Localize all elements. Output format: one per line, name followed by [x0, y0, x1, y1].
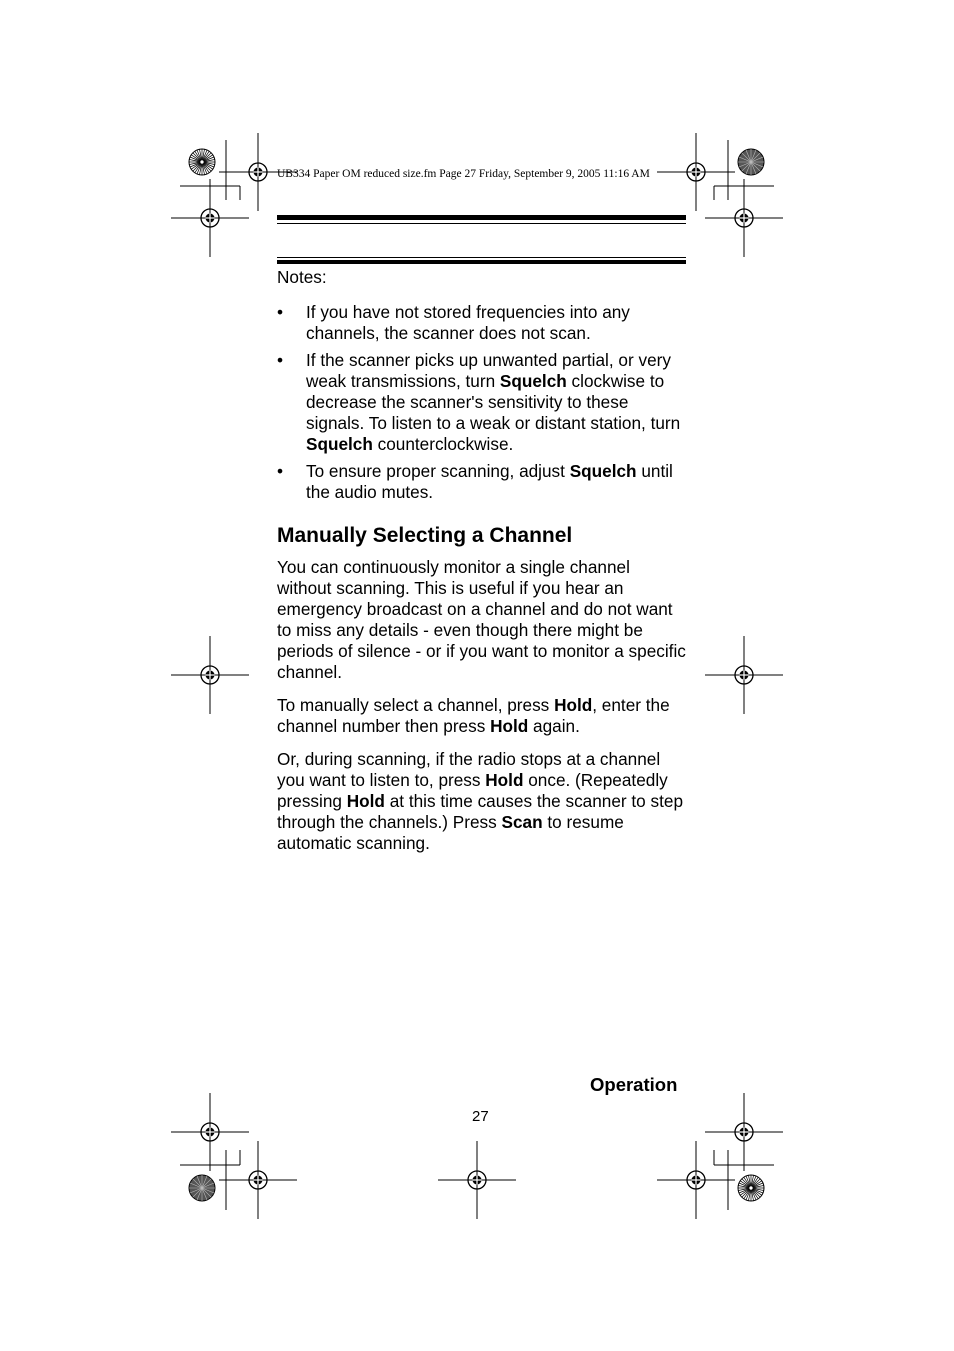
bold-term: Squelch [569, 461, 637, 481]
bold-term: Hold [346, 791, 385, 811]
bullet-icon: • [277, 302, 284, 322]
list-item [277, 461, 689, 503]
paragraph: Or, during scanning, if the radio stops at a channel you want to listen to, press Hold once. (Repeatedly pressing Hold at this time causes the scanner to step through the channels.) Press Scan to resume automatic scanning. [277, 749, 684, 853]
header-rule-thin [277, 223, 686, 224]
paragraph: You can continuously monitor a single channel without scanning. This is useful if you hear an emergency broadcast on a channel and do not want to miss any details - even though there might be periods of silence - or if you want to monitor a specific channel. [277, 557, 686, 682]
notes-label: Notes: [277, 267, 327, 287]
list-item-text: If you have not stored frequencies into any channels, the scanner does not scan. [306, 302, 630, 343]
bullet-icon: • [277, 461, 284, 481]
bold-term: Hold [554, 695, 593, 715]
bold-term: Squelch [306, 434, 373, 454]
list-item [277, 302, 689, 344]
page-number: 27 [472, 1108, 489, 1125]
header-rule-thick [277, 215, 686, 220]
footer-section-name: Operation [590, 1074, 678, 1095]
bold-term: Hold [490, 716, 529, 736]
list-item [277, 350, 689, 455]
top-rule-thick [277, 260, 686, 264]
bullet-icon: • [277, 350, 284, 370]
bold-term: Squelch [499, 371, 567, 391]
top-rule-thin [277, 257, 686, 258]
paragraph: To manually select a channel, press Hold, enter the channel number then press Hold again. [277, 695, 670, 736]
notes-list [277, 302, 689, 509]
list-item-text: If the scanner picks up unwanted partial, or very weak transmissions, turn Squelch clockwise to decrease the scanner's sensitivity to these signals. To listen to a weak or distant station, turn Squelch counterclockwise. [306, 350, 681, 454]
bold-term: Hold [485, 770, 524, 790]
section-heading: Manually Selecting a Channel [277, 524, 573, 547]
bold-term: Scan [501, 812, 543, 832]
list-item-text: To ensure proper scanning, adjust Squelch until the audio mutes. [306, 461, 673, 502]
file-info-header: UB334 Paper OM reduced size.fm Page 27 Friday, September 9, 2005 11:16 AM [277, 168, 650, 180]
